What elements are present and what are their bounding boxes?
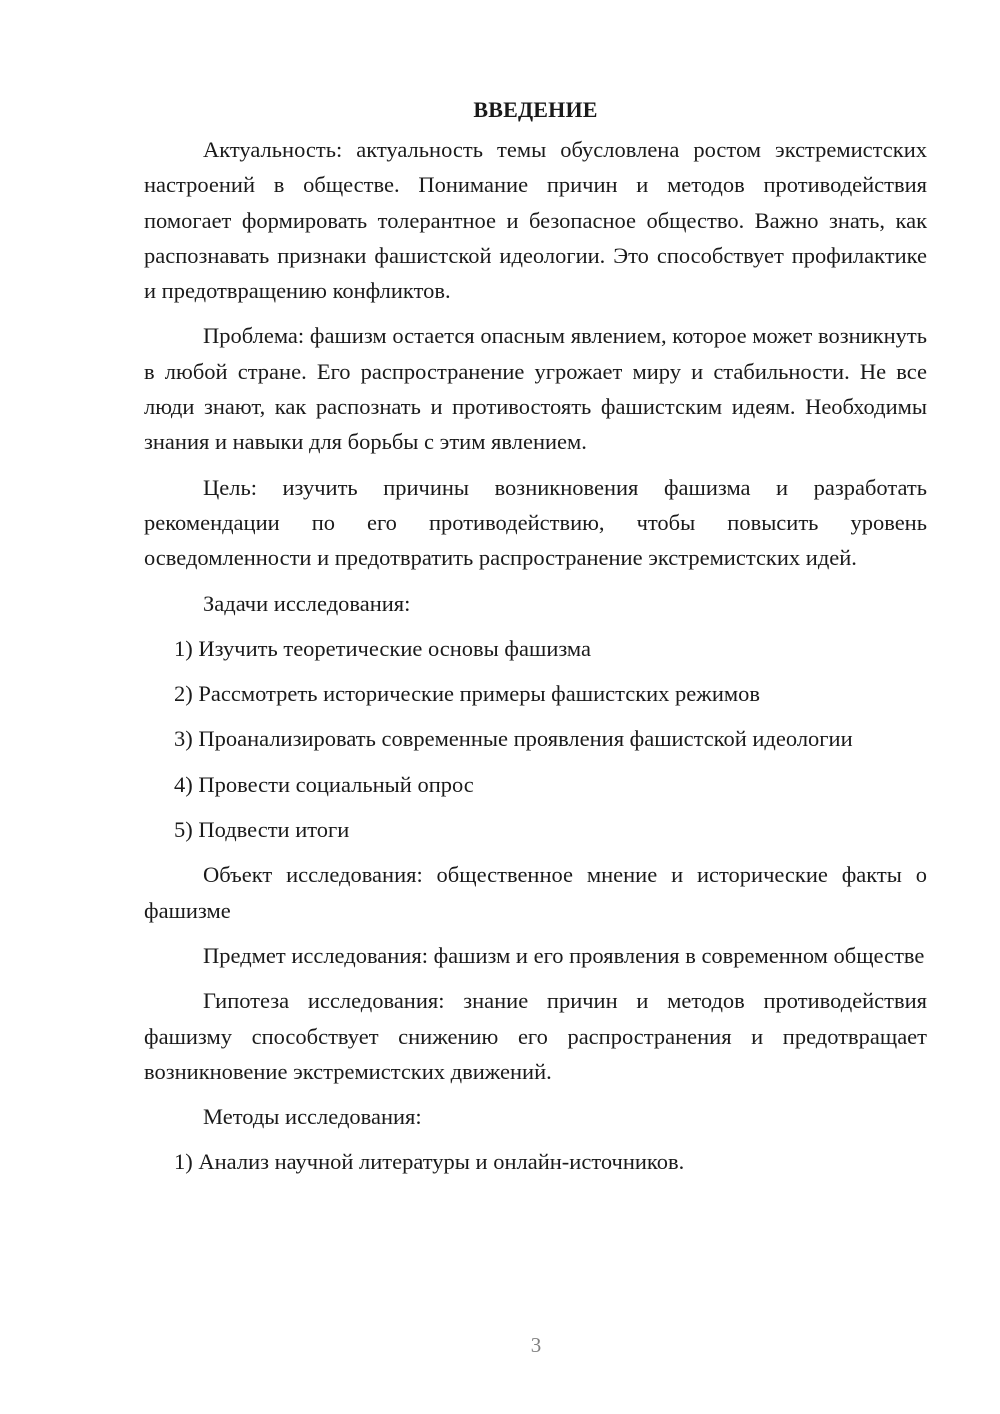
list-item: 5) Подвести итоги [174,817,350,843]
goal-paragraph: Цель: изучить причины возникновения фашизма и разработать рекомендации по его противодействию, чтобы повысить уровень осведомленности и предотвратить распространение экстремистских идей. [144,474,927,571]
list-item: 4) Провести социальный опрос [174,771,474,797]
hypothesis-paragraph: Гипотеза исследования: знание причин и методов противодействия фашизму способствует снижению его распространения и предотвращает возникновение экстремистских движений. [144,988,927,1084]
object-paragraph: Объект исследования: общественное мнение и исторические факты о фашизме [144,862,927,923]
problem-paragraph: Проблема: фашизм остается опасным явлением, которое может возникнуть в любой стране. Его распространение угрожает миру и стабильности. Не все люди знают, как распознать и противостоять фашистским идеям. Необходимы знания и навыки для борьбы с этим явлением. [144,323,927,455]
list-item: 1) Анализ научной литературы и онлайн-источников. [174,1149,685,1175]
relevance-paragraph: Актуальность: актуальность темы обусловлена ростом экстремистских настроений в обществе. Понимание причин и методов противодействия помогает формировать толерантное и безопасное общество. Важно знать, как распознавать признаки фашистской идеологии. Это способствует профилактике и предотвращению конфликтов. [144,137,927,304]
page-title: ВВЕДЕНИЕ [473,97,598,122]
tasks-list [144,631,927,847]
list-item: 3) Проанализировать современные проявления фашистской идеологии [174,726,853,752]
page-content [144,96,927,1190]
list-item: 2) Рассмотреть исторические примеры фашистских режимов [174,681,760,707]
methods-list [144,1144,927,1179]
list-item: 1) Изучить теоретические основы фашизма [174,635,591,661]
methods-heading: Методы исследования: [203,1104,422,1130]
subject-paragraph: Предмет исследования: фашизм и его проявления в современном обществе [203,942,925,968]
page-number: 3 [530,1333,542,1357]
tasks-heading: Задачи исследования: [203,590,411,616]
